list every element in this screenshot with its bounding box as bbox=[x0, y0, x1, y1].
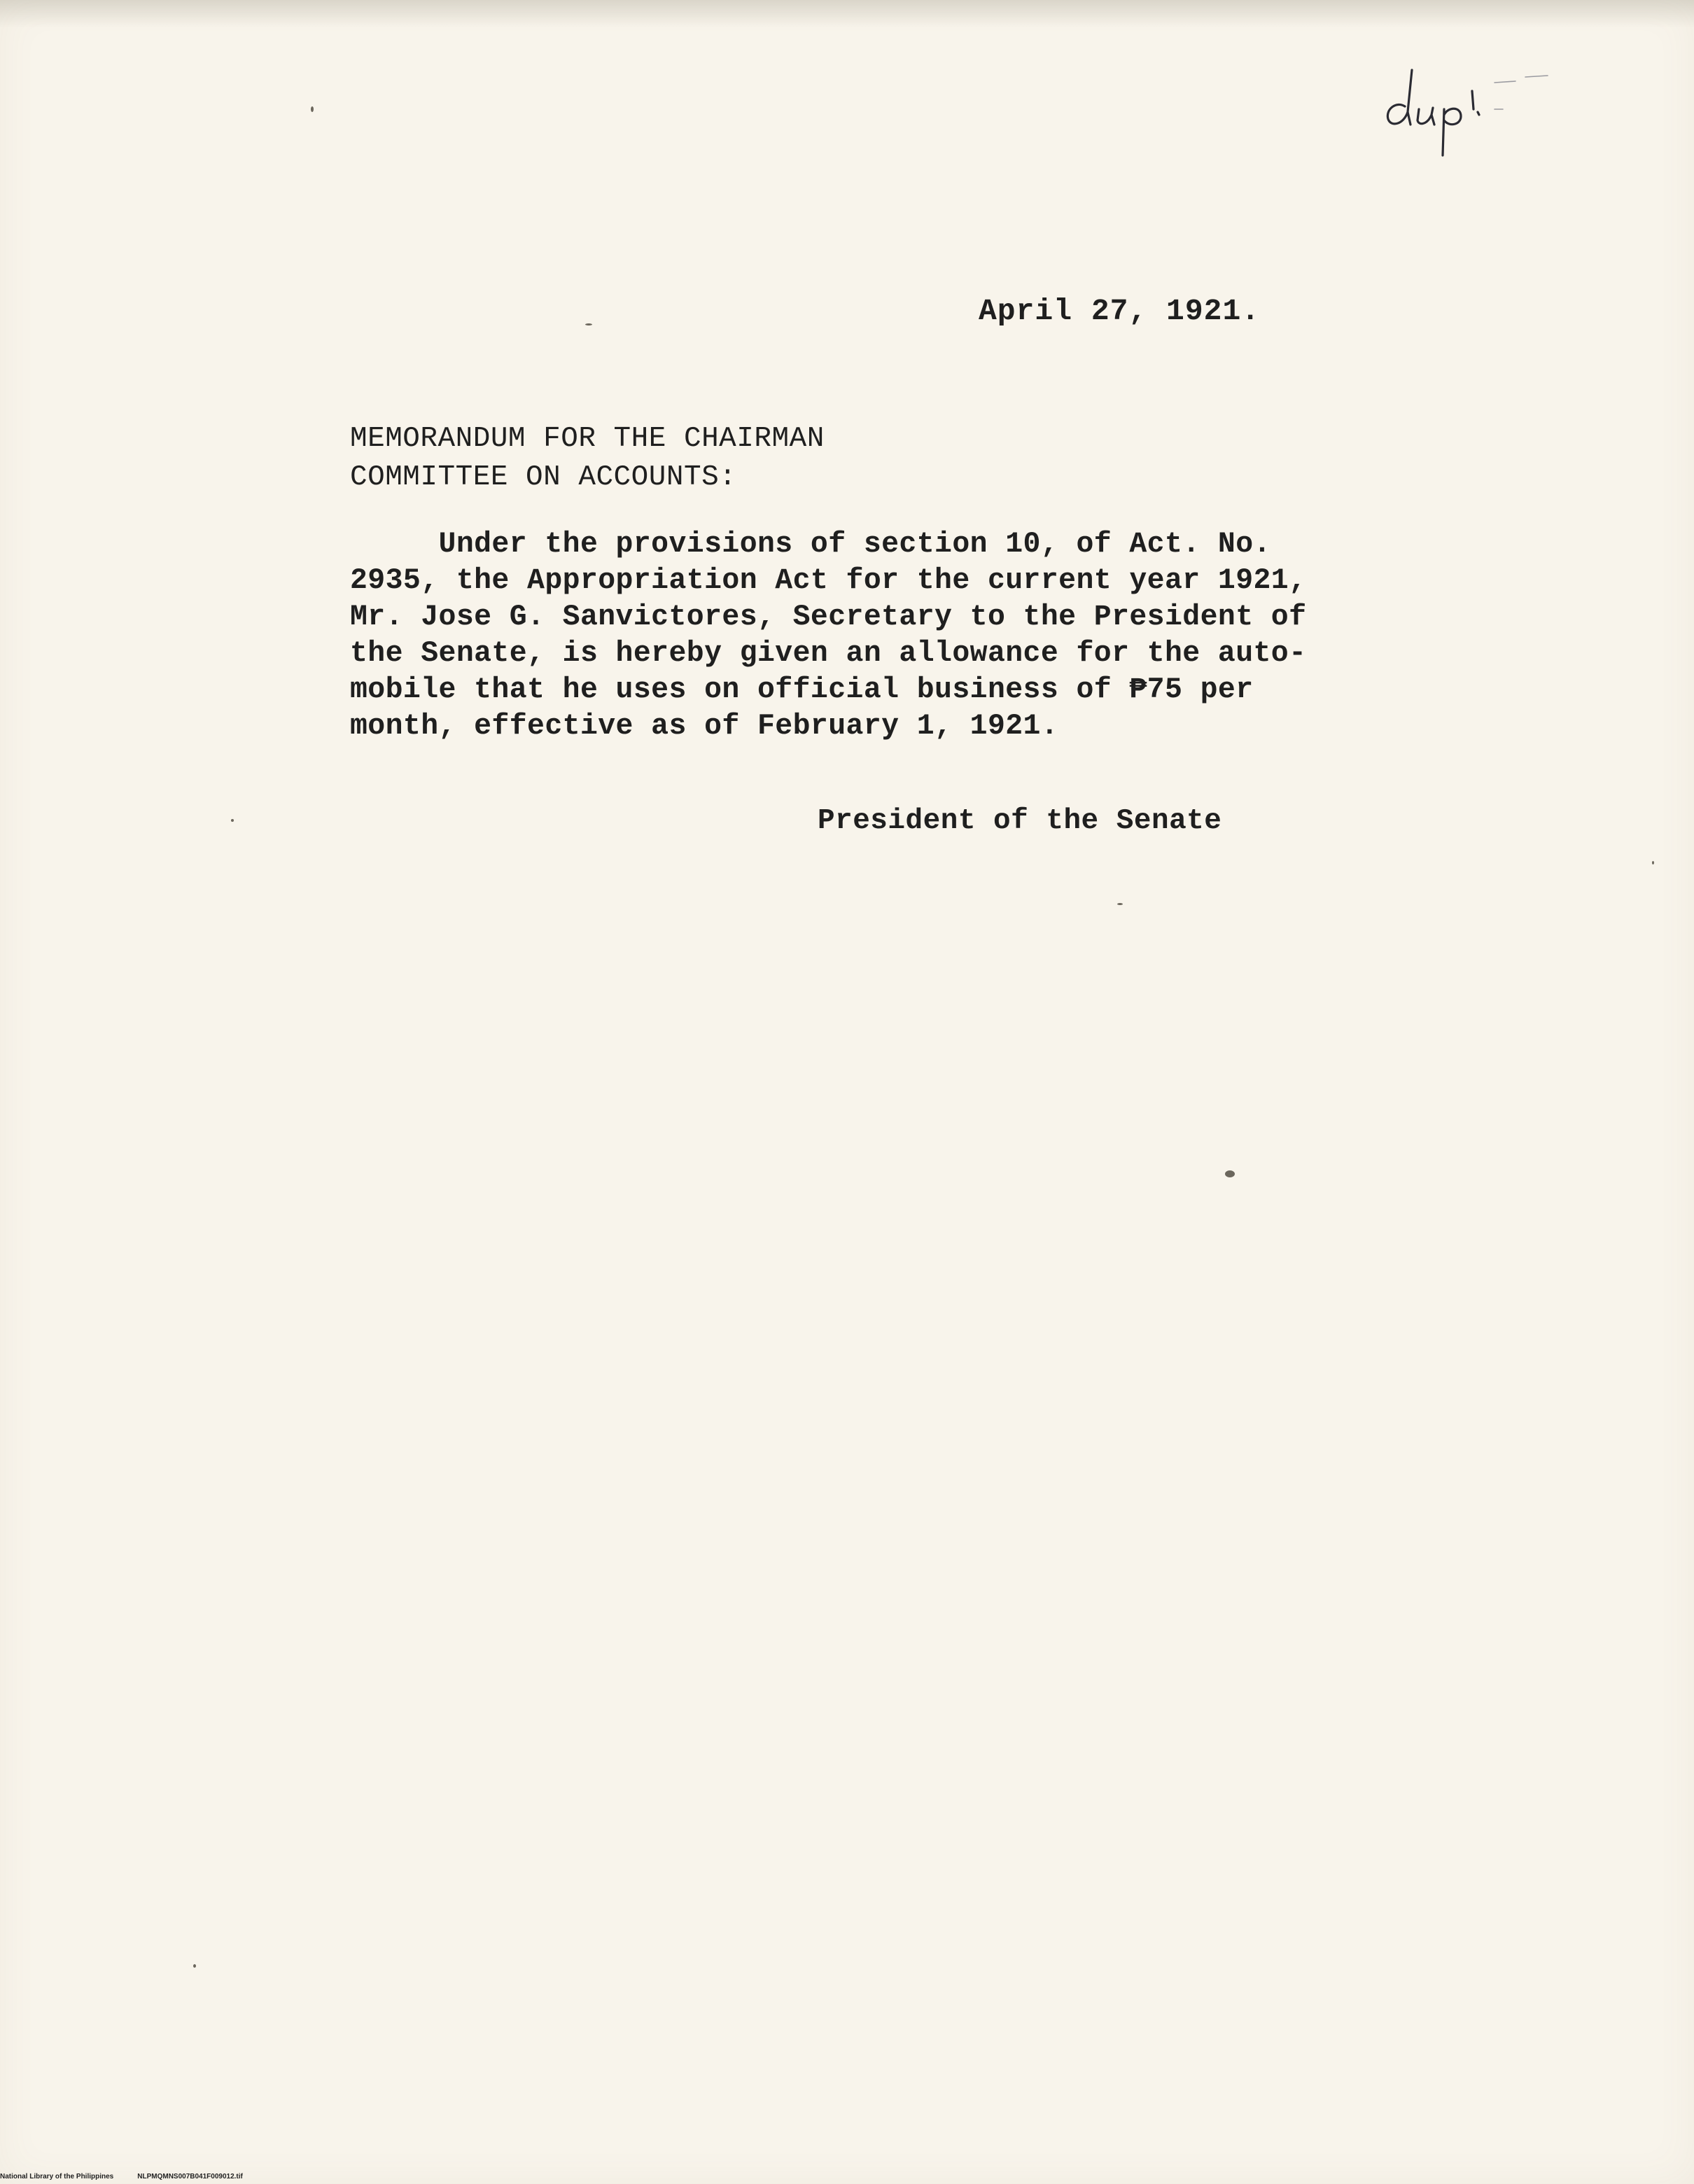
memo-date: April 27, 1921. bbox=[979, 294, 1261, 328]
scan-speck bbox=[585, 323, 592, 326]
memo-body-line: Mr. Jose G. Sanvictores, Secretary to the President of bbox=[350, 601, 1307, 634]
handwritten-dup-mark bbox=[1376, 42, 1558, 161]
scan-speck bbox=[1117, 903, 1123, 905]
memo-heading-line: MEMORANDUM FOR THE CHAIRMAN bbox=[350, 423, 825, 455]
scan-speck bbox=[193, 1964, 196, 1968]
footer-institution: National Library of the Philippines bbox=[0, 2173, 114, 2180]
scan-speck bbox=[311, 106, 314, 112]
footer-filename: NLPMQMNS007B041F009012.tif bbox=[137, 2173, 243, 2180]
memo-body-line: month, effective as of February 1, 1921. bbox=[350, 710, 1059, 743]
memo-body-line: mobile that he uses on official business of ₱75 per bbox=[350, 673, 1254, 706]
memo-body-line: Under the provisions of section 10, of Act. No. bbox=[350, 528, 1271, 561]
scan-speck bbox=[231, 819, 234, 822]
scan-speck bbox=[1652, 861, 1654, 864]
memo-heading-line: COMMITTEE ON ACCOUNTS: bbox=[350, 461, 737, 493]
scan-top-edge bbox=[0, 0, 1694, 28]
memo-body-line: the Senate, is hereby given an allowance for the auto- bbox=[350, 637, 1307, 670]
memo-body bbox=[350, 526, 1306, 745]
handwritten-annotation bbox=[1376, 42, 1558, 161]
memo-body-line: 2935, the Appropriation Act for the current year 1921, bbox=[350, 564, 1307, 597]
memo-heading bbox=[350, 420, 825, 497]
scan-speck bbox=[1225, 1170, 1235, 1177]
scan-footer bbox=[0, 2173, 243, 2180]
signature-line: President of the Senate bbox=[818, 805, 1222, 837]
